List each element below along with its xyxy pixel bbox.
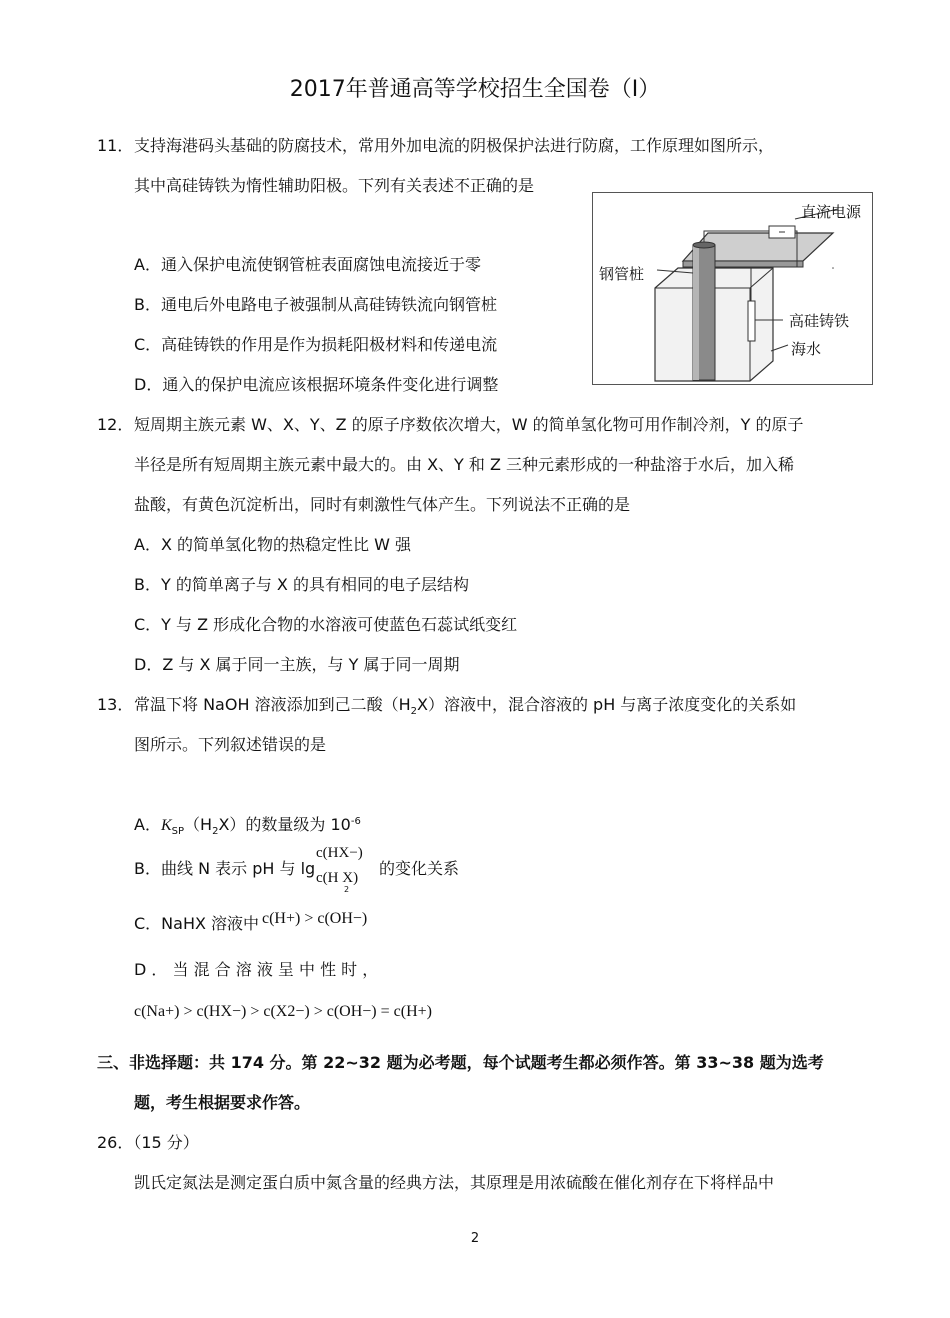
q11-option-a: A．通入保护电流使钢管桩表面腐蚀电流接近于零 xyxy=(134,255,481,274)
q13-option-b-tail: 的变化关系 xyxy=(379,859,460,878)
label-seawater: 海水 xyxy=(791,340,822,358)
label-high-silicon-iron: 高硅铸铁 xyxy=(789,312,850,330)
q13-option-a: A．$K_{SP}(H_2X)$的数量级为 $10^{-6}$ xyxy=(134,815,361,837)
page-number: 2 xyxy=(470,1231,480,1246)
q12-stem-line2: 半径是所有短周期主族元素中最大的。由 X、Y 和 Z 三种元素形成的一种盐溶于水后，加入稀 xyxy=(134,455,795,474)
label-dc-power: 直流电源 xyxy=(801,203,862,221)
q12-option-a: A．X 的简单氢化物的热稳定性比 W 强 xyxy=(134,535,411,554)
label-steel-pile: 钢管桩 xyxy=(599,265,645,283)
q12-stem-line3: 盐酸，有黄色沉淀析出，同时有刺激性气体产生。下列说法不正确的是 xyxy=(134,495,631,514)
q26-number: 26．（15 分） xyxy=(97,1133,199,1152)
q13-stem-line1: 常温下将 NaOH 溶液添加到己二酸$(H_2X)$溶液中，混合溶液的 pH 与离子浓度变化的关系如 xyxy=(134,695,797,717)
page-title: 2017年普通高等学校招生全国卷（Ⅰ） xyxy=(289,77,661,102)
section3-line2: 题，考生根据要求作答。 xyxy=(134,1093,311,1112)
q12-stem-line1: 短周期主族元素 W、X、Y、Z 的原子序数依次增大，W 的简单氢化物可用作制冷剂，Y 的原子 xyxy=(134,415,804,434)
q11-stem-line2: 其中高硅铸铁为惰性辅助阳极。下列有关表述不正确的是 xyxy=(134,176,535,195)
q11-number: 11． xyxy=(97,136,134,155)
q13-option-d-expression: c(Na+) > c(HX−) > c(X2−) > c(OH−) = c(H+) xyxy=(134,1003,432,1020)
q13-stem-line2: 图所示。下列叙述错误的是 xyxy=(134,735,327,754)
cathodic-protection-figure xyxy=(592,192,873,385)
q13-option-b-denominator: c(H X) xyxy=(316,870,359,886)
q13-option-d-prefix: D ． 当 混 合 溶 液 呈 中 性 时 ， xyxy=(134,960,379,979)
q13-option-b-prefix: B．曲线 N 表示 pH 与 lg xyxy=(134,859,316,878)
q13-option-c-prefix: C．NaHX 溶液中 xyxy=(134,914,260,933)
q13-option-c-expression: c(H+) > c(OH−) xyxy=(262,910,368,927)
q13-option-b-numerator: c(HX−) xyxy=(316,845,363,861)
section3-line1: 三、非选择题：共 174 分。第 22~32 题为必考题，每个试题考生都必须作答。第 33~38 题为选考 xyxy=(97,1053,824,1072)
q12-option-d: D．Z 与 X 属于同一主族，与 Y 属于同一周期 xyxy=(134,655,460,674)
q12-option-b: B．Y 的简单离子与 X 的具有相同的电子层结构 xyxy=(134,575,469,594)
q13-number: 13． xyxy=(97,695,134,714)
q11-option-d: D．通入的保护电流应该根据环境条件变化进行调整 xyxy=(134,375,499,394)
q11-option-c: C．高硅铸铁的作用是作为损耗阳极材料和传递电流 xyxy=(134,335,498,354)
q26-line1: 凯氏定氮法是测定蛋白质中氮含量的经典方法，其原理是用浓硫酸在催化剂存在下将样品中 xyxy=(134,1173,775,1192)
q12-number: 12． xyxy=(97,415,134,434)
q11-stem-line1: 支持海港码头基础的防腐技术，常用外加电流的阴极保护法进行防腐，工作原理如图所示， xyxy=(134,136,775,155)
q12-option-c: C．Y 与 Z 形成化合物的水溶液可使蓝色石蕊试纸变红 xyxy=(134,615,518,634)
q13-option-b-den-sub: 2 xyxy=(344,885,350,894)
q11-option-b: B．通电后外电路电子被强制从高硅铸铁流向钢管桩 xyxy=(134,295,497,314)
